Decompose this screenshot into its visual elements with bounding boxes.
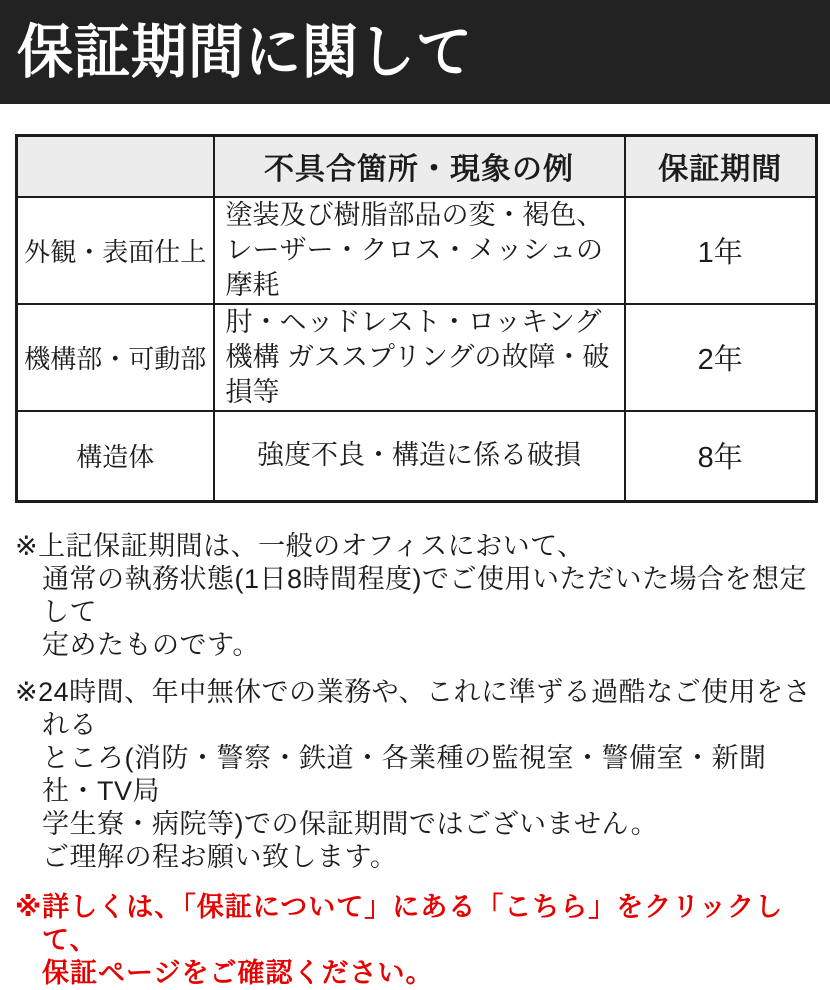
category-cell: 機構部・可動部 xyxy=(17,304,214,411)
period-cell: 8年 xyxy=(625,411,817,502)
example-cell xyxy=(214,411,625,502)
warranty-table xyxy=(15,134,818,503)
note-text-line: 上記保証期間は、一般のオフィスにおいて、 xyxy=(38,531,585,561)
table-row-structure xyxy=(17,411,817,502)
note-text-line: ご理解の程お願い致します。 xyxy=(42,842,398,872)
header-cell-defect-examples: 不具合箇所・現象の例 xyxy=(214,136,625,197)
table-row-appearance xyxy=(17,197,817,304)
note-text-line: 定めたものです。 xyxy=(42,630,260,660)
note-warranty-page-link xyxy=(15,891,820,990)
example-line: 塗装及び樹脂部品の変・褐色、 xyxy=(225,199,604,230)
example-line: ガススプリングの故障・破損等 xyxy=(225,341,610,407)
example-line: 肘・ヘッドレスト・ロッキング機構 xyxy=(225,306,602,372)
note-asterisk-marker: ※ xyxy=(15,677,39,707)
header-cell-category xyxy=(17,136,214,197)
note-text-line: ところ(消防・警察・鉄道・各業種の監視室・警備室・新聞社・TV局 xyxy=(42,743,767,806)
example-cell xyxy=(214,197,625,304)
page-title: 保証期間に関して xyxy=(17,18,473,85)
note-asterisk-marker: ※ xyxy=(15,892,43,922)
alert-text-line: 保証ページをご確認ください。 xyxy=(42,958,434,988)
header-cell-warranty-period: 保証期間 xyxy=(625,136,817,197)
warranty-table-container xyxy=(15,134,815,503)
category-cell: 構造体 xyxy=(17,411,214,502)
title-banner xyxy=(0,0,830,104)
period-cell: 2年 xyxy=(625,304,817,411)
example-line: レーザー・クロス・メッシュの摩耗 xyxy=(225,234,603,300)
note-text-line: 通常の執務状態(1日8時間程度)でご使用いただいた場合を想定して xyxy=(42,564,808,627)
alert-text-line: 詳しくは、「保証について」にある「こちら」をクリックして、 xyxy=(42,892,784,955)
example-cell xyxy=(214,304,625,411)
note-text-line: 学生寮・病院等)での保証期間ではございません。 xyxy=(42,809,659,839)
period-cell: 1年 xyxy=(625,197,817,304)
table-header-row xyxy=(17,136,817,197)
table-row-mechanism xyxy=(17,304,817,411)
note-heavy-use-exclusion xyxy=(15,676,820,874)
category-cell: 外観・表面仕上 xyxy=(17,197,214,304)
note-general-office-use xyxy=(15,530,820,662)
note-asterisk-marker: ※ xyxy=(15,531,39,561)
note-text-line: 24時間、年中無休での業務や、これに準ずる過酷なご使用をされる xyxy=(38,677,812,740)
notes-section xyxy=(15,530,820,990)
example-line: 強度不良・構造に係る破損 xyxy=(257,440,581,471)
